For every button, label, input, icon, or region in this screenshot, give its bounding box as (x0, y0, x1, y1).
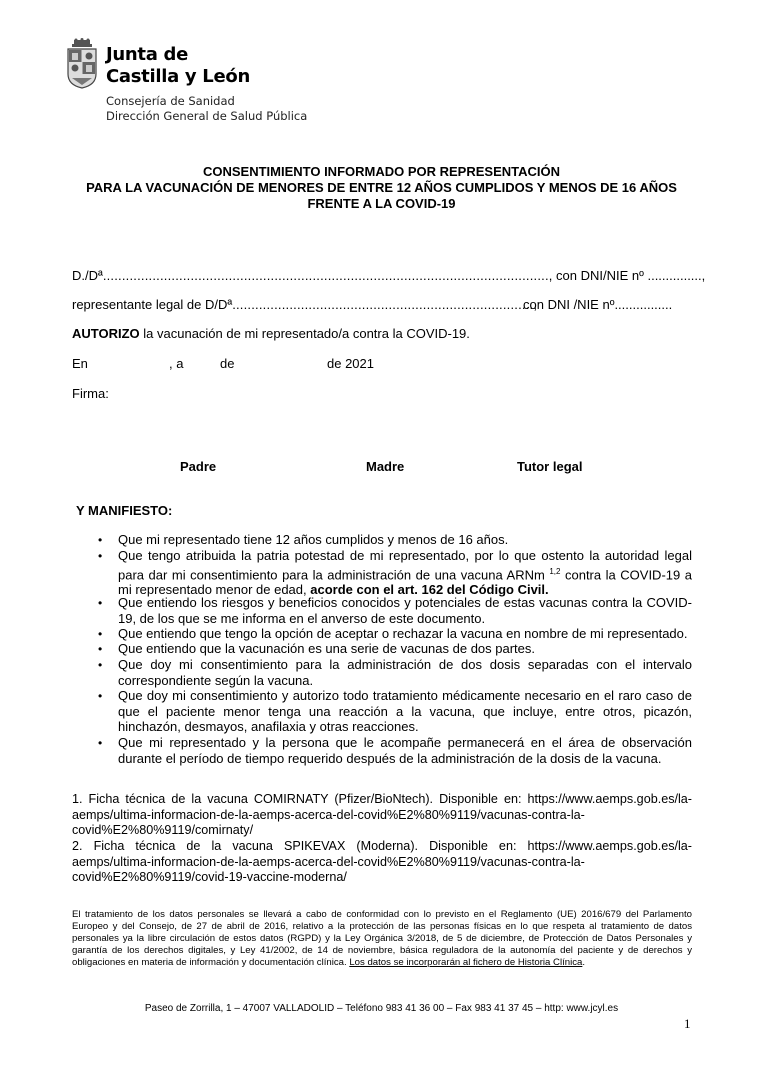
rep-dni[interactable]: con DNI /NIE nº................ (523, 297, 673, 312)
role-father: Padre (180, 459, 217, 474)
signature-label: Firma: (72, 386, 109, 401)
title-line3: FRENTE A LA COVID-19 (307, 196, 456, 211)
place-de: de (220, 356, 235, 371)
manifest-item-6: Que doy mi consentimiento para la administración de dos dosis separadas con el intervalo correspondiente según la vacuna. (118, 657, 692, 688)
rep-blank[interactable]: ..............................................................................., (232, 297, 538, 312)
name-blank[interactable]: ..................................................................................................................... (102, 268, 549, 283)
bullet-icon: • (98, 533, 103, 547)
org-name-line1: Junta de (106, 44, 189, 65)
rep-label: representante legal de D/Dª (72, 297, 233, 312)
place-en: En (72, 356, 88, 371)
page-number: 1 (684, 1016, 691, 1031)
name-dni[interactable]: , con DNI/NIE nº ..............., (548, 268, 706, 283)
manifest-item-2-text-b: contra la COVID-19 a mi representado menor de edad, (118, 566, 692, 598)
name-line (72, 268, 705, 283)
authorize-text: la vacunación de mi representado/a contra la COVID-19. (139, 326, 470, 341)
bullet-icon: • (98, 596, 103, 610)
title-line1: CONSENTIMIENTO INFORMADO POR REPRESENTACIÓN (202, 164, 561, 179)
manifest-item-7: Que doy mi consentimiento y autorizo todo tratamiento médicamente necesario en el raro caso de que el paciente menor tenga una reacción a la vacuna, que incluye, entre otros, picazón, hinchazón, desmayos, anafilaxia y otras reacciones. (118, 688, 692, 734)
manifest-item-5: Que entiendo que la vacunación es una serie de vacunas de dos partes. (118, 641, 536, 656)
manifest-item-2 (118, 548, 692, 598)
bullet-icon: • (98, 658, 103, 672)
place-a: , a (169, 356, 184, 371)
manifest-item-2-bold: acorde con el art. 162 del Código Civil. (310, 582, 549, 598)
reference-2: 2. Ficha técnica de la vacuna SPIKEVAX (Moderna). Disponible en: https://www.aemps.gob.es/la-aemps/ultima-informacion-de-la-aemps-acerca-del-covid%E2%80%9119/vacunas-contra-la-covid%E2%80%9119/covid-19-vaccine-moderna/ (72, 839, 692, 884)
bullet-icon: • (98, 627, 103, 641)
bullet-icon: • (98, 689, 103, 703)
data-protection-end: . (582, 957, 586, 968)
authorize-line (72, 326, 470, 341)
reference-superscript: 1,2 (549, 566, 561, 576)
bullet-icon: • (98, 642, 103, 656)
org-name-line2: Castilla y León (106, 66, 250, 87)
role-mother: Madre (366, 459, 405, 474)
manifest-item-4: Que entiendo que tengo la opción de aceptar o rechazar la vacuna en nombre de mi representado. (118, 626, 688, 641)
bullet-icon: • (98, 736, 103, 750)
clinical-history-note: Los datos se incorporarán al fichero de Historia Clínica (349, 957, 583, 968)
representative-line (72, 297, 537, 312)
name-label: D./Dª (72, 268, 103, 283)
reference-1: 1. Ficha técnica de la vacuna COMIRNATY (Pfizer/BioNtech). Disponible en: https://www.aemps.gob.es/la-aemps/ultima-informacion-de-la-aemps-acerca-del-covid%E2%80%9119/vacunas-contra-la-covid%E2%80%9119/comirnaty/ (72, 792, 692, 837)
manifest-item-3: Que entiendo los riesgos y beneficios conocidos y potenciales de estas vacunas contra la COVID-19, de los que se me informa en el anverso de este documento. (118, 595, 692, 626)
data-protection-notice (72, 909, 692, 969)
coat-of-arms-icon (64, 38, 100, 90)
department-line2: Dirección General de Salud Pública (106, 109, 308, 123)
place-year: de 2021 (327, 356, 374, 371)
data-protection-text: El tratamiento de los datos personales se llevará a cabo de conformidad con lo previsto en el Reglamento (UE) 2016/679 del Parlamento Europeo y del Consejo, de 27 de abril de 2016, relativo a la protección de las personas físicas en lo que respeta al tratamiento de datos personales ya la libre circulación de estos datos (RGPD) y la Ley Orgánica 3/2018, de 5 de diciembre, de Protección de Datos Personales y garantía de los derechos digitales, y Ley 41/2002, de 14 de noviembre, básica reguladora de la autonomía del paciente y de derechos y obligaciones en materia de información y documentación clínica. (72, 909, 692, 968)
bullet-icon: • (98, 549, 103, 563)
footer-address: Paseo de Zorrilla, 1 – 47007 VALLADOLID – Teléfono 983 41 36 00 – Fax 983 41 37 45 – http: www.jcyl.es (144, 1003, 619, 1014)
role-guardian: Tutor legal (517, 459, 583, 474)
manifest-item-2-text-a: Que tengo atribuida la patria potestad de mi representado, por lo que ostento la autoridad legal para dar mi consentimiento para la administración de una vacuna ARNm (118, 548, 692, 582)
authorize-bold: AUTORIZO (72, 326, 140, 341)
department-line1: Consejería de Sanidad (106, 94, 235, 108)
manifest-heading: Y MANIFIESTO: (76, 503, 173, 518)
manifest-item-1: Que mi representado tiene 12 años cumplidos y menos de 16 años. (118, 532, 509, 547)
title-line2: PARA LA VACUNACIÓN DE MENORES DE ENTRE 12 AÑOS CUMPLIDOS Y MENOS DE 16 AÑOS (86, 180, 677, 195)
manifest-item-8: Que mi representado y la persona que le acompañe permanecerá en el área de observación durante el período de tiempo requerido después de la administración de la dosis de la vacuna. (118, 735, 692, 766)
